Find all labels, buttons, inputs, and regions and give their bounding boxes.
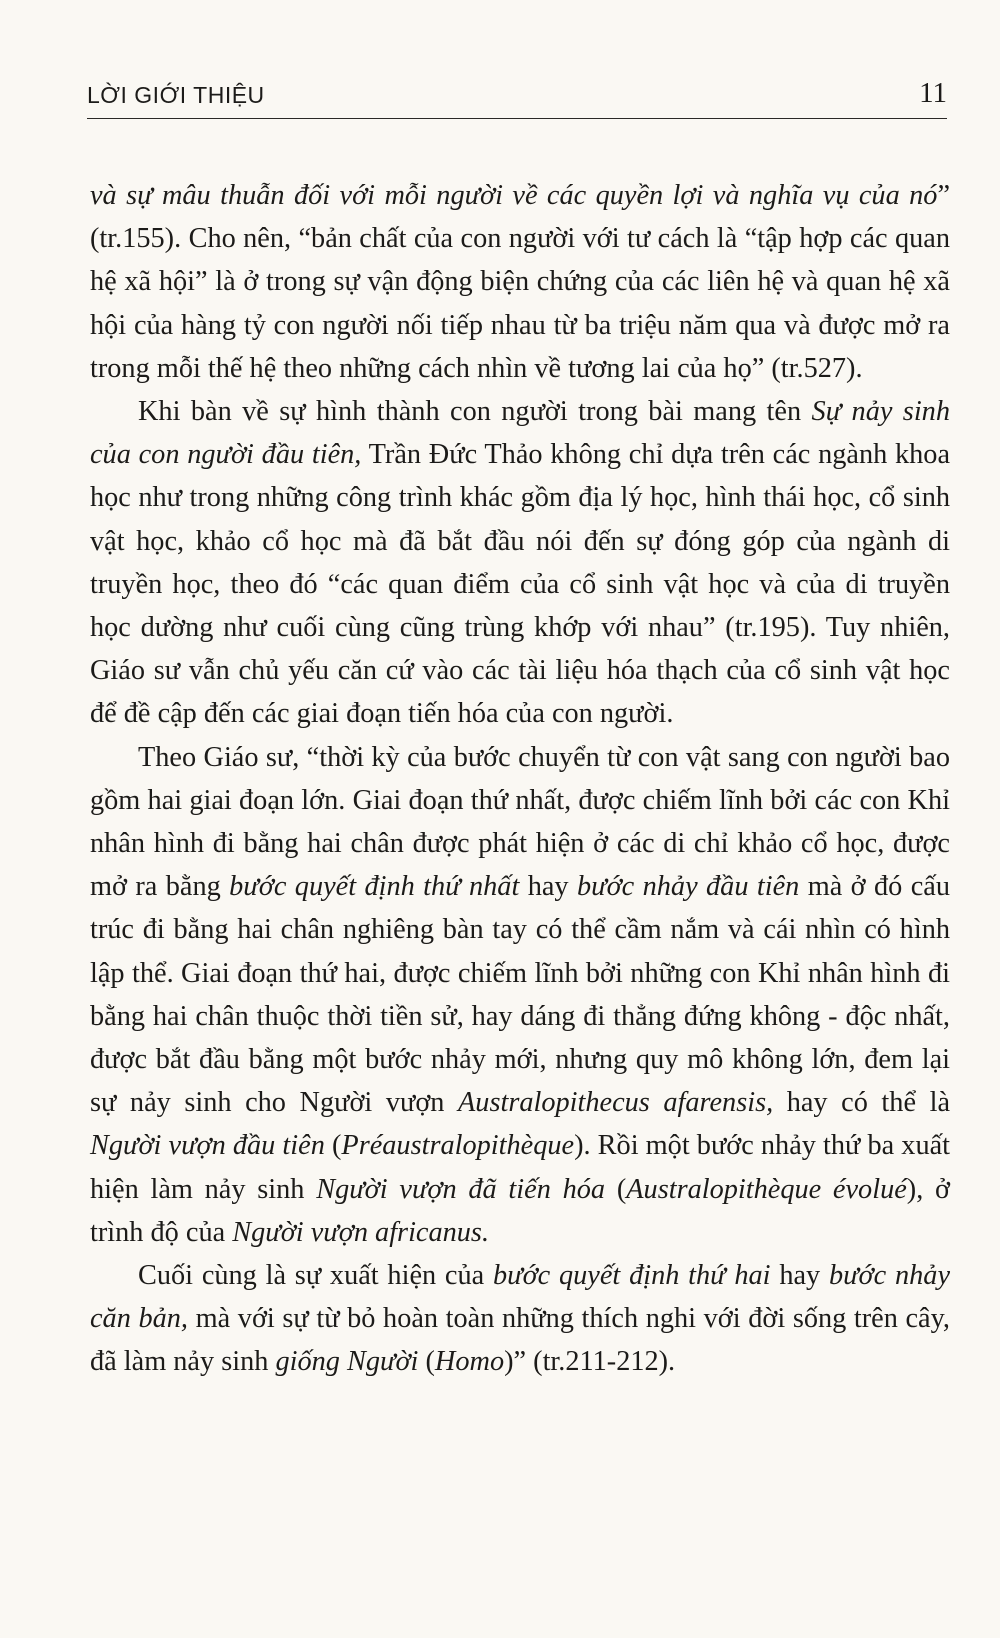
paragraph xyxy=(90,390,950,736)
italic-run: bước nhảy căn bản, xyxy=(90,1260,950,1335)
text-run: )” (tr.211-212). xyxy=(504,1346,676,1378)
italic-run: Người vượn đã tiến hóa xyxy=(316,1173,606,1205)
page-number: 11 xyxy=(919,77,947,109)
text-run: ). Rồi một bước nhảy thứ ba xuất hiện làm nảy sinh xyxy=(90,1130,951,1205)
text-run: mà với sự từ bỏ hoàn toàn những thích nghi với đời sống trên cây, đã làm nảy sinh xyxy=(90,1303,950,1378)
italic-run: Người vượn đầu tiên xyxy=(90,1130,325,1162)
italic-run: bước quyết định thứ hai xyxy=(492,1260,771,1292)
text-run: hay xyxy=(519,871,577,903)
text-run: Cuối cùng là sự xuất hiện của xyxy=(138,1260,493,1292)
paragraph xyxy=(90,1254,950,1384)
italic-run: Préaustralopithèque xyxy=(341,1130,575,1162)
running-header xyxy=(87,74,947,119)
italic-run: Người vượn africanus. xyxy=(232,1216,490,1248)
text-run: Trần Đức Thảo không chỉ dựa trên các ngành khoa học như trong những công trình khác gồm địa lý học, hình thái học, cổ sinh vật học, khảo cổ học mà đã bắt đầu nói đến sự đóng góp của ngành di truyền học, theo đó “các quan điểm của cổ sinh vật học và của di truyền học dường như cuối cùng cũng trùng khớp với nhau” (tr.195). Tuy nhiên, Giáo sư vẫn chủ yếu căn cứ vào các tài liệu hóa thạch của cổ sinh vật học để đề cập đến các giai đoạn tiến hóa của con người. xyxy=(90,439,950,730)
italic-run: và sự mâu thuẫn đối với mỗi người về các quyền lợi và nghĩa vụ của nó xyxy=(90,180,938,211)
italic-run: Australopithecus afarensis, xyxy=(458,1087,774,1119)
text-run: hay xyxy=(770,1260,829,1292)
italic-run: bước nhảy đầu tiên xyxy=(576,871,800,903)
text-run: ( xyxy=(605,1173,627,1205)
italic-run: Australopithèque évolué xyxy=(626,1173,907,1205)
italic-run: bước quyết định thứ nhất xyxy=(229,871,520,903)
text-run: ” (tr.155). Cho nên, “bản chất của con người với tư cách là “tập hợp các quan hệ xã hội” là ở trong sự vận động biện chứng của các liên hệ và quan hệ xã hội của hàng tỷ con người nối tiếp nhau từ ba triệu năm qua và được mở ra trong mỗi thế hệ theo những cách nhìn về tương lai của họ” (tr.527). xyxy=(90,180,950,384)
text-run: mà ở đó cấu trúc đi bằng hai chân nghiêng bàn tay có thể cầm nắm và cái nhìn có hình lập thể. Giai đoạn thứ hai, được chiếm lĩnh bởi những con Khỉ nhân hình đi bằng hai chân thuộc thời tiền sử, hay dáng đi thẳng đứng không - độc nhất, được bắt đầu bằng một bước nhảy mới, nhưng quy mô không lớn, đem lại sự nảy sinh cho Người vượn xyxy=(90,871,950,1119)
text-run: ), ở trình độ của xyxy=(90,1173,950,1248)
text-run: ( xyxy=(324,1130,342,1162)
italic-run: giống Người xyxy=(275,1346,419,1378)
body-text xyxy=(90,174,950,1384)
paragraph xyxy=(90,736,950,1254)
text-run: hay có thể là xyxy=(773,1087,950,1119)
text-run: Khi bàn về sự hình thành con người trong bài mang tên xyxy=(138,396,812,428)
italic-run: Homo xyxy=(434,1346,505,1378)
text-run: Theo Giáo sư, “thời kỳ của bước chuyển từ con vật sang con người bao gồm hai giai đoạn lớn. Giai đoạn thứ nhất, được chiếm lĩnh bởi các con Khỉ nhân hình đi bằng hai chân được phát hiện ở các di chỉ khảo cổ học, được mở ra bằng xyxy=(90,741,950,903)
paragraph xyxy=(90,174,950,390)
text-run: ( xyxy=(418,1346,435,1378)
italic-run: Sự nảy sinh của con người đầu tiên, xyxy=(90,396,950,471)
running-title: LỜI GIỚI THIỆU xyxy=(87,82,265,108)
